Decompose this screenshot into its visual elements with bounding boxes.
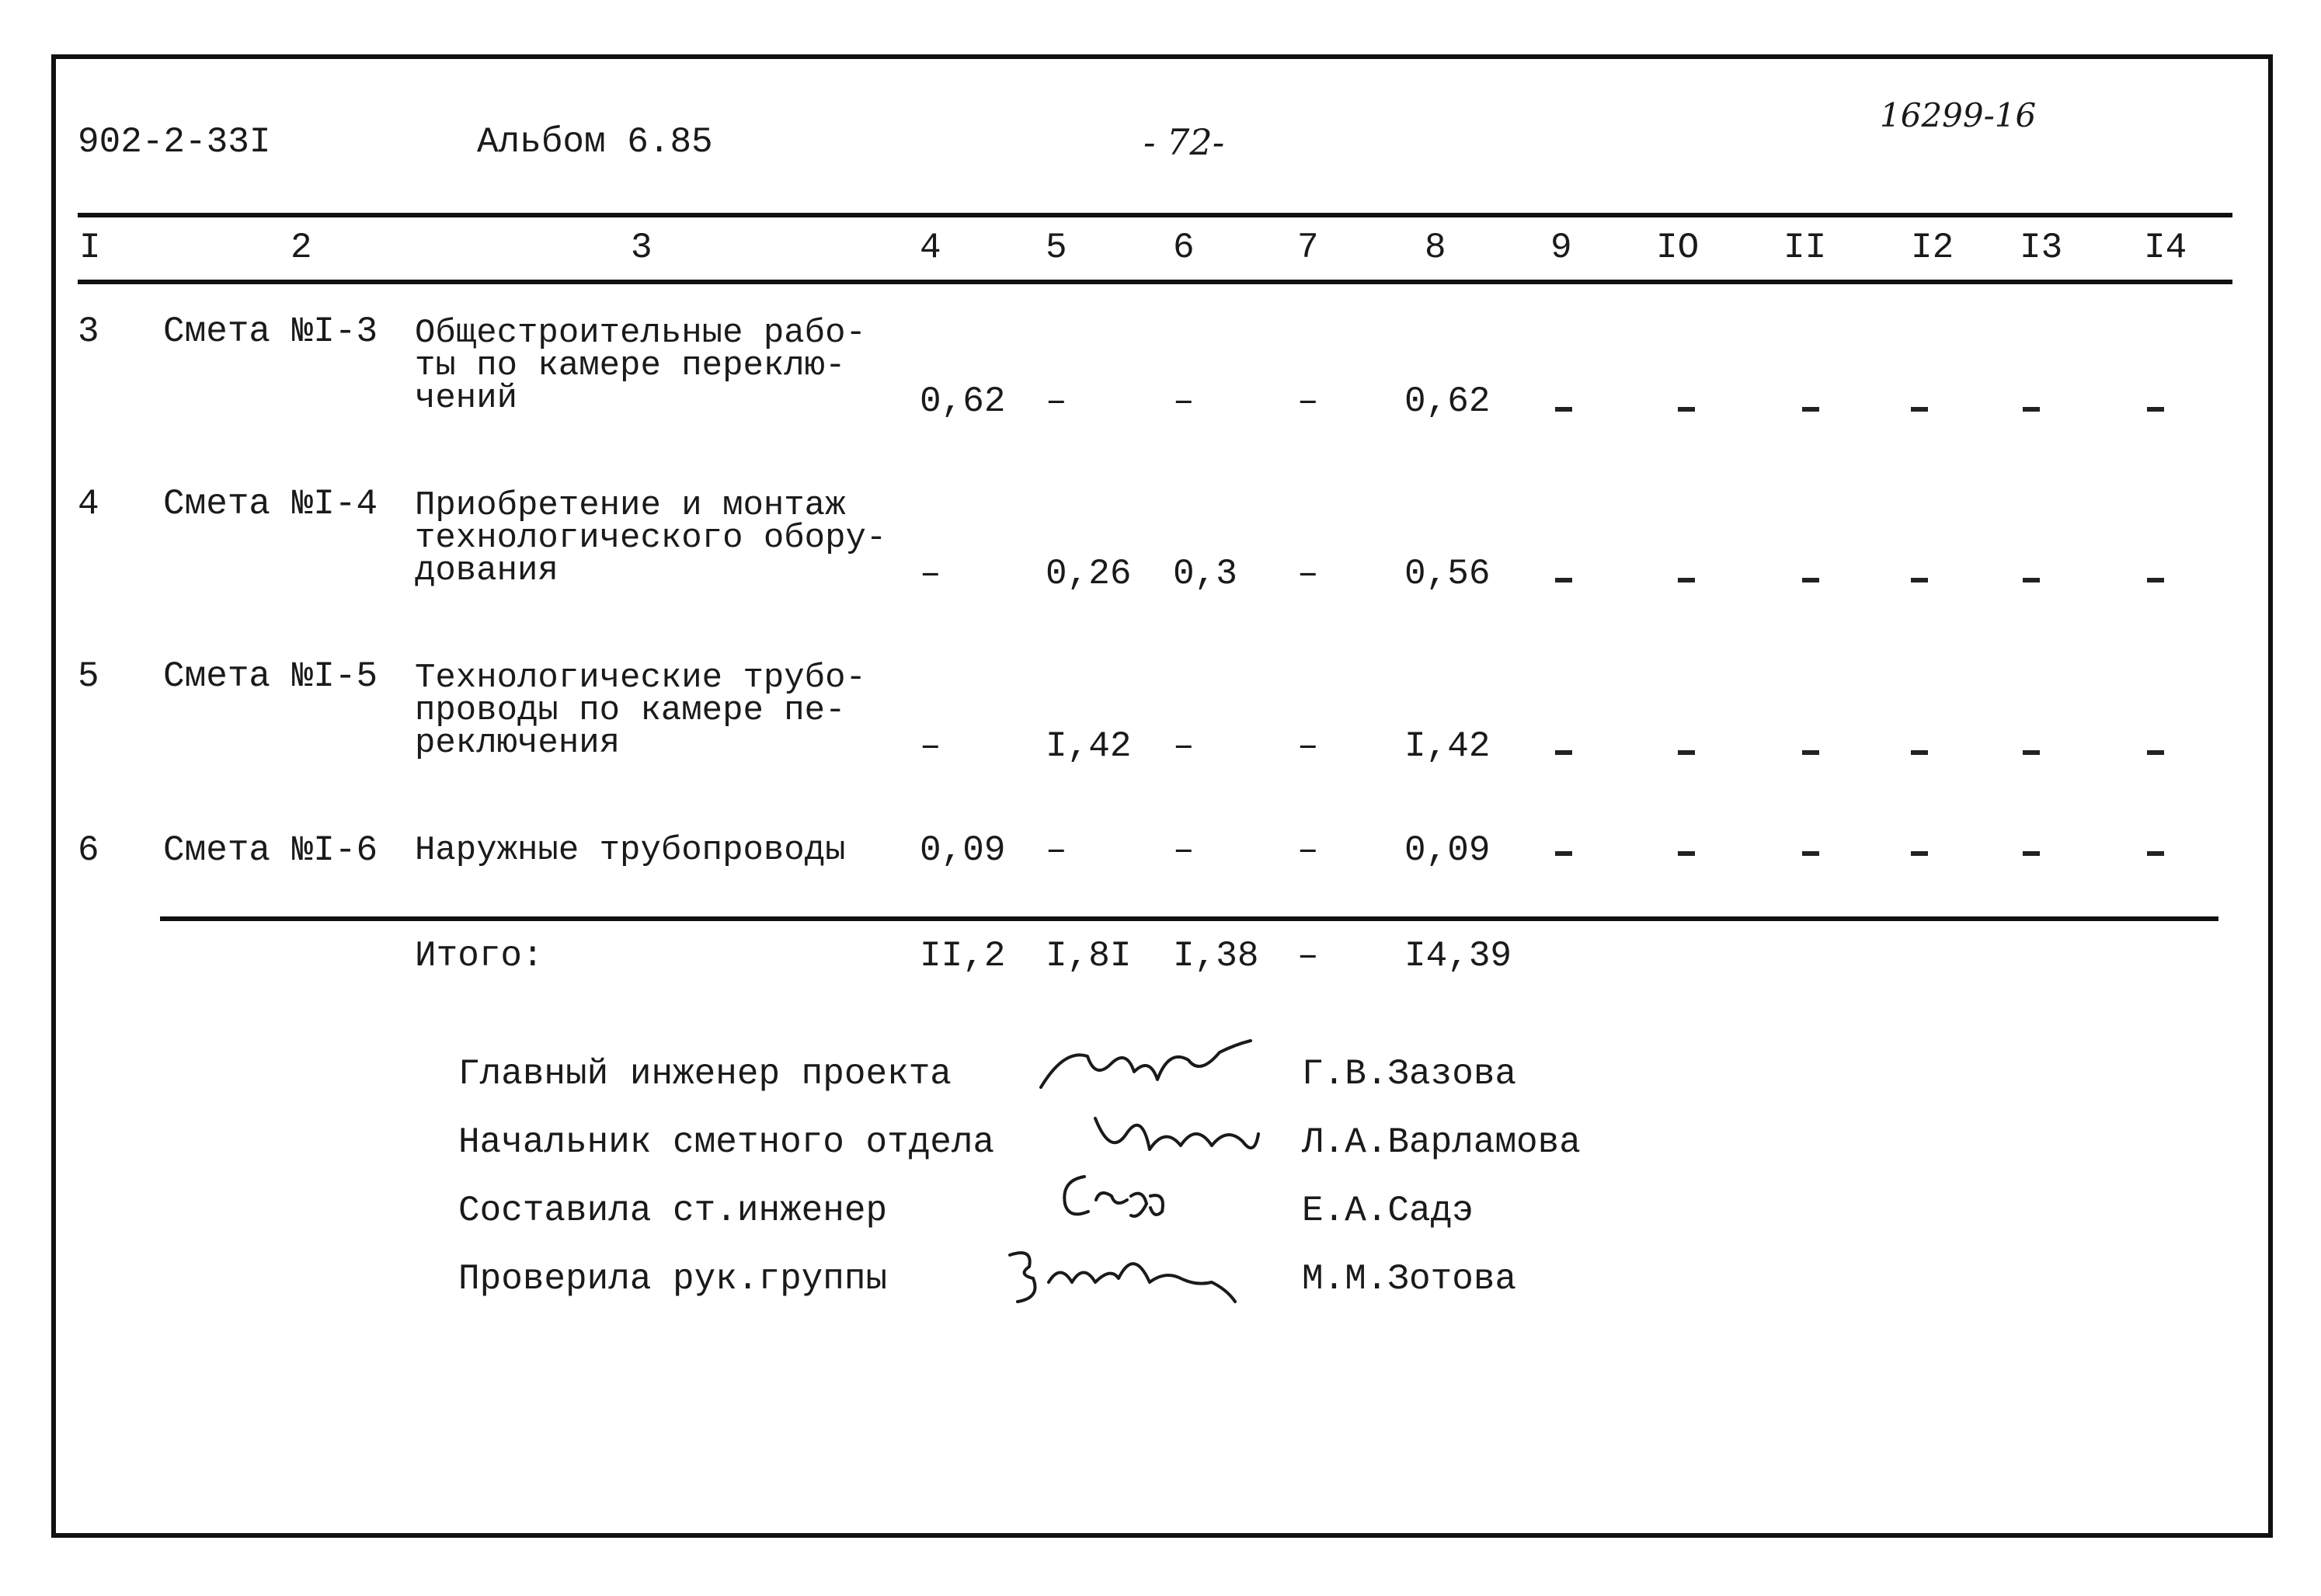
total-rule	[160, 916, 2218, 921]
value-col8: 0,09	[1404, 830, 1491, 871]
value-col8: 0,62	[1404, 381, 1491, 422]
work-description: Общестроительные рабо- ты по камере переклю- чений	[415, 314, 866, 418]
row-number: 4	[78, 484, 99, 524]
row-number: 3	[78, 311, 99, 352]
work-description: Наружные трубопроводы	[415, 831, 846, 870]
row-number: 5	[78, 656, 99, 697]
work-description: Приобретение и монтаж технологического обору- дования	[415, 486, 887, 590]
col-header: 6	[1173, 228, 1195, 268]
col-header: I4	[2144, 228, 2187, 268]
value-col6: –	[1173, 726, 1195, 767]
empty-cell-dash	[2023, 851, 2040, 856]
doc-code: 902-2-33I	[78, 122, 271, 162]
value-col6: 0,3	[1173, 554, 1237, 594]
empty-cell-dash	[2023, 407, 2040, 412]
page-frame	[51, 54, 2273, 1538]
estimate-ref: Смета №I-4	[163, 484, 378, 524]
signer-role: Проверила рук.группы	[458, 1259, 888, 1299]
col-header: IO	[1656, 228, 1700, 268]
empty-cell-dash	[1555, 851, 1572, 856]
empty-cell-dash	[1802, 578, 1819, 582]
col-header: 4	[920, 228, 941, 268]
value-col6: –	[1173, 381, 1195, 422]
empty-cell-dash	[1678, 750, 1695, 755]
estimate-ref: Смета №I-3	[163, 311, 378, 352]
empty-cell-dash	[2147, 750, 2164, 755]
col-header: 8	[1425, 228, 1446, 268]
col-header: I3	[2020, 228, 2063, 268]
header-top-rule	[78, 213, 2232, 217]
value-col4: –	[920, 726, 941, 767]
empty-cell-dash	[2147, 578, 2164, 582]
empty-cell-dash	[1678, 407, 1695, 412]
total-col6: I,38	[1173, 936, 1259, 976]
signer-name: М.М.Зотова	[1302, 1259, 1517, 1299]
total-col8: I4,39	[1404, 936, 1512, 976]
signer-role: Составила ст.инженер	[458, 1191, 888, 1231]
value-col4: –	[920, 554, 941, 594]
value-col7: –	[1297, 830, 1319, 871]
signer-role: Начальник сметного отдела	[458, 1122, 995, 1163]
col-header: 5	[1046, 228, 1067, 268]
signer-name: Г.В.Зазова	[1302, 1054, 1517, 1094]
col-header: I	[79, 228, 101, 268]
empty-cell-dash	[1555, 750, 1572, 755]
empty-cell-dash	[1678, 851, 1695, 856]
signature-varlamova	[1087, 1103, 1266, 1165]
value-col5: –	[1046, 830, 1067, 871]
estimate-ref: Смета №I-5	[163, 656, 378, 697]
value-col8: I,42	[1404, 726, 1491, 767]
signature-zotova	[1002, 1240, 1251, 1309]
value-col7: –	[1297, 726, 1319, 767]
value-col4: 0,62	[920, 381, 1006, 422]
empty-cell-dash	[1911, 851, 1928, 856]
col-header: 7	[1297, 228, 1319, 268]
signature-zazova	[1033, 1033, 1258, 1095]
signer-role: Главный инженер проекта	[458, 1054, 952, 1094]
empty-cell-dash	[1802, 750, 1819, 755]
stamp-number: 16299-16	[1880, 96, 2037, 134]
col-header: 9	[1550, 228, 1572, 268]
total-label: Итого:	[415, 936, 544, 976]
col-header: 3	[631, 228, 652, 268]
value-col7: –	[1297, 381, 1319, 422]
empty-cell-dash	[2023, 578, 2040, 582]
value-col4: 0,09	[920, 830, 1006, 871]
total-col5: I,8I	[1046, 936, 1132, 976]
value-col7: –	[1297, 554, 1319, 594]
signer-name: Л.А.Варламова	[1302, 1122, 1581, 1163]
value-col8: 0,56	[1404, 554, 1491, 594]
header-bottom-rule	[78, 280, 2232, 284]
col-header: 2	[291, 228, 312, 268]
empty-cell-dash	[1555, 578, 1572, 582]
signer-name: Е.А.Садэ	[1302, 1191, 1474, 1231]
empty-cell-dash	[2147, 407, 2164, 412]
work-description: Технологические трубо- проводы по камере пе- реключения	[415, 659, 866, 763]
col-header: I2	[1911, 228, 1954, 268]
value-col5: I,42	[1046, 726, 1132, 767]
value-col5: –	[1046, 381, 1067, 422]
empty-cell-dash	[1678, 578, 1695, 582]
total-col7: –	[1297, 936, 1319, 976]
estimate-ref: Смета №I-6	[163, 830, 378, 871]
empty-cell-dash	[2147, 851, 2164, 856]
empty-cell-dash	[1802, 407, 1819, 412]
col-header: II	[1783, 228, 1827, 268]
empty-cell-dash	[2023, 750, 2040, 755]
signature-sadze	[1053, 1165, 1178, 1227]
empty-cell-dash	[1911, 407, 1928, 412]
album-label: Альбом 6.85	[477, 122, 713, 162]
row-number: 6	[78, 830, 99, 871]
value-col6: –	[1173, 830, 1195, 871]
page-number: - 72-	[1143, 121, 1225, 163]
empty-cell-dash	[1555, 407, 1572, 412]
value-col5: 0,26	[1046, 554, 1132, 594]
empty-cell-dash	[1802, 851, 1819, 856]
empty-cell-dash	[1911, 750, 1928, 755]
empty-cell-dash	[1911, 578, 1928, 582]
total-col4: II,2	[920, 936, 1006, 976]
